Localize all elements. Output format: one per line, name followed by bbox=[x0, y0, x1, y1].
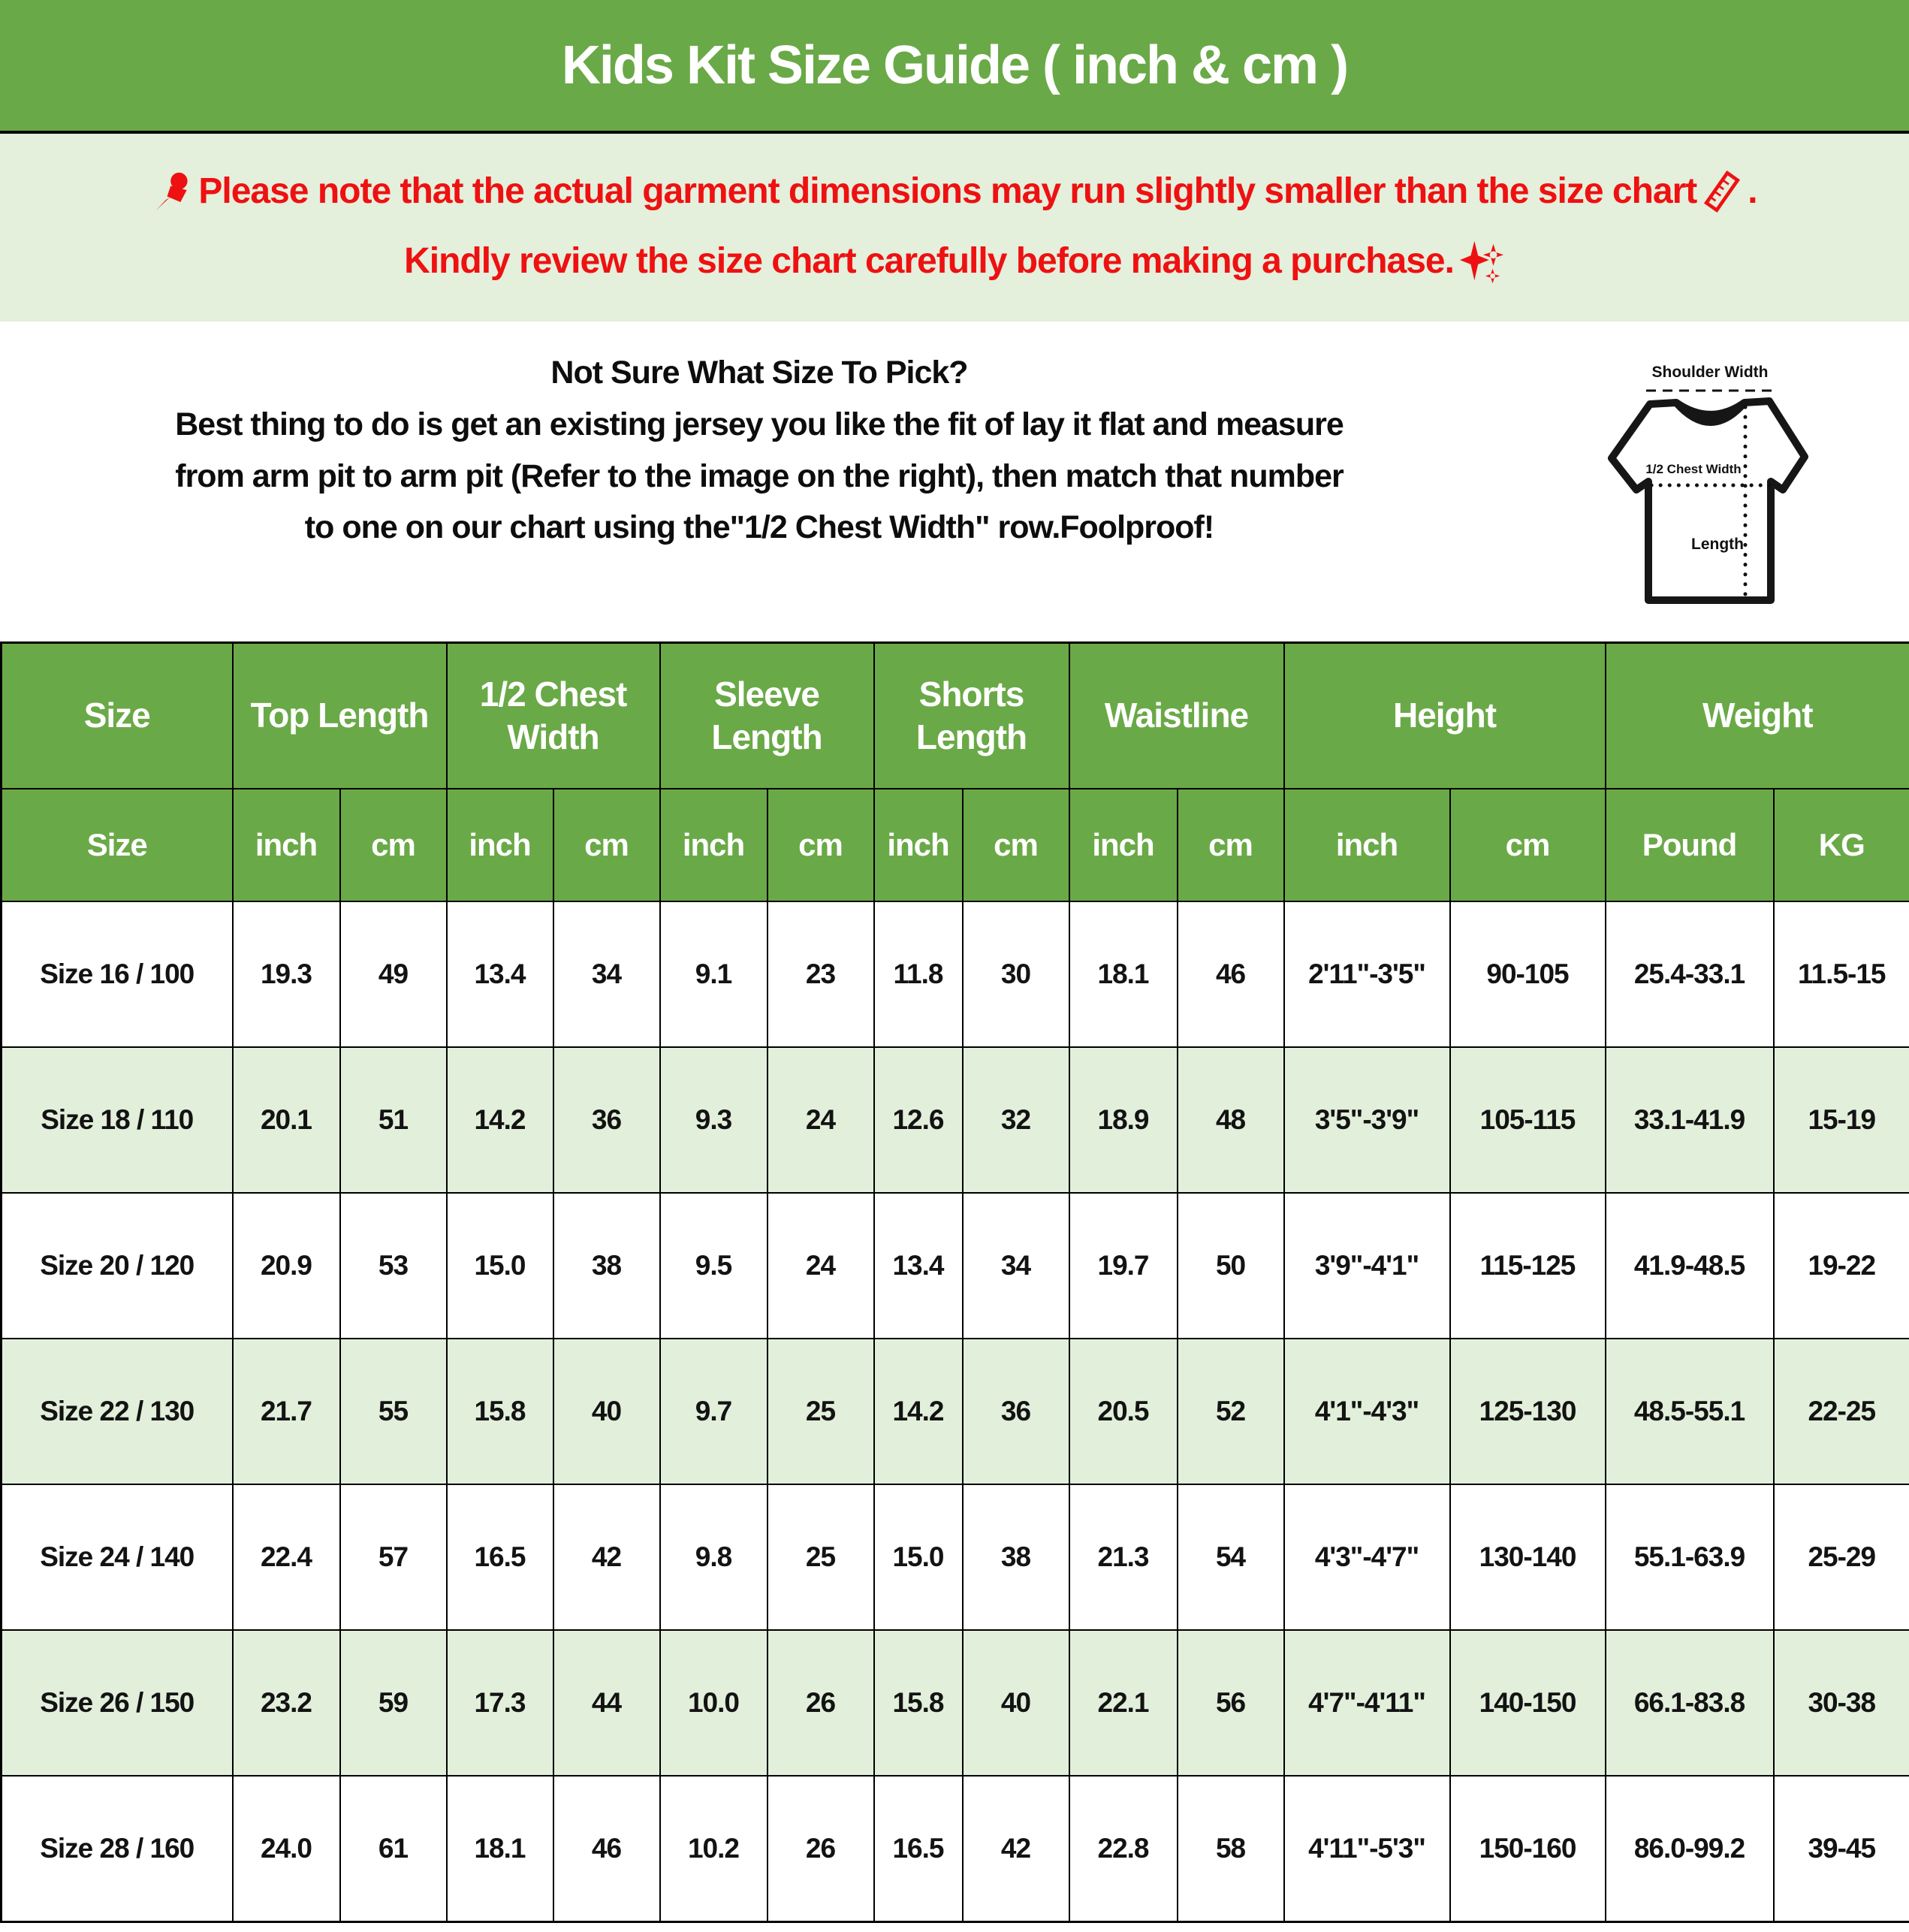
table-cell: 13.4 bbox=[447, 901, 553, 1047]
note-text-2: Kindly review the size chart carefully before making a purchase. bbox=[404, 241, 1454, 281]
table-cell: 26 bbox=[768, 1630, 874, 1776]
table-cell: 19.7 bbox=[1069, 1193, 1178, 1339]
table-cell: 30-38 bbox=[1774, 1630, 1909, 1776]
table-cell: 22.8 bbox=[1069, 1776, 1178, 1922]
header-group-row bbox=[2, 643, 1909, 789]
table-cell: 56 bbox=[1178, 1630, 1284, 1776]
table-cell: 22.1 bbox=[1069, 1630, 1178, 1776]
instructions-line-2: from arm pit to arm pit (Refer to the image on the right), then match that number bbox=[175, 457, 1344, 494]
subheader: KG bbox=[1774, 789, 1909, 901]
table-row-size-20-120 bbox=[2, 1193, 1909, 1339]
note-line-2 bbox=[404, 238, 1505, 285]
table-cell: 23.2 bbox=[233, 1630, 340, 1776]
table-cell: 24 bbox=[768, 1193, 874, 1339]
shoulder-width-label: Shoulder Width bbox=[1651, 364, 1769, 381]
table-cell: 11.8 bbox=[874, 901, 963, 1047]
col-group-size: Size bbox=[2, 643, 233, 789]
table-cell: 2'11"-3'5" bbox=[1284, 901, 1450, 1047]
table-row-size-22-130 bbox=[2, 1339, 1909, 1484]
table-cell: 40 bbox=[553, 1339, 660, 1484]
subheader: cm bbox=[768, 789, 874, 901]
table-cell: 46 bbox=[1178, 901, 1284, 1047]
tshirt-diagram-image bbox=[1537, 335, 1890, 635]
subheader: inch bbox=[447, 789, 553, 901]
subheader: cm bbox=[340, 789, 447, 901]
table-cell: 30 bbox=[963, 901, 1069, 1047]
table-cell: 9.7 bbox=[660, 1339, 768, 1484]
table-cell: 42 bbox=[963, 1776, 1069, 1922]
page-title: Kids Kit Size Guide ( inch & cm ) bbox=[561, 35, 1348, 95]
subheader: inch bbox=[660, 789, 768, 901]
table-cell: 46 bbox=[553, 1776, 660, 1922]
note-text-1: Please note that the actual garment dimensions may run slightly smaller than the size chart bbox=[198, 171, 1697, 211]
table-cell: 25 bbox=[768, 1339, 874, 1484]
table-cell: 55.1-63.9 bbox=[1606, 1484, 1774, 1630]
table-cell: 19.3 bbox=[233, 901, 340, 1047]
table-cell: 9.5 bbox=[660, 1193, 768, 1339]
table-cell: 48.5-55.1 bbox=[1606, 1339, 1774, 1484]
table-cell: 22-25 bbox=[1774, 1339, 1909, 1484]
table-cell: 9.8 bbox=[660, 1484, 768, 1630]
info-section bbox=[0, 321, 1909, 641]
table-cell: 10.2 bbox=[660, 1776, 768, 1922]
table-cell: 34 bbox=[553, 901, 660, 1047]
table-cell: 50 bbox=[1178, 1193, 1284, 1339]
subheader: cm bbox=[1178, 789, 1284, 901]
table-cell: 49 bbox=[340, 901, 447, 1047]
table-cell: 15.8 bbox=[447, 1339, 553, 1484]
table-cell: 115-125 bbox=[1450, 1193, 1606, 1339]
table-cell: 125-130 bbox=[1450, 1339, 1606, 1484]
table-cell: 11.5-15 bbox=[1774, 901, 1909, 1047]
table-cell: Size 26 / 150 bbox=[2, 1630, 233, 1776]
table-cell: 24.0 bbox=[233, 1776, 340, 1922]
pushpin-icon bbox=[152, 171, 194, 213]
table-cell: 13.4 bbox=[874, 1193, 963, 1339]
subheader: inch bbox=[233, 789, 340, 901]
table-cell: 44 bbox=[553, 1630, 660, 1776]
table-cell: 58 bbox=[1178, 1776, 1284, 1922]
table-cell: 59 bbox=[340, 1630, 447, 1776]
table-cell: 22.4 bbox=[233, 1484, 340, 1630]
table-cell: 20.1 bbox=[233, 1047, 340, 1193]
table-cell: 10.0 bbox=[660, 1630, 768, 1776]
header-unit-row bbox=[2, 789, 1909, 901]
subheader: Size bbox=[2, 789, 233, 901]
length-label: Length bbox=[1691, 536, 1744, 553]
table-cell: 9.3 bbox=[660, 1047, 768, 1193]
table-cell: 52 bbox=[1178, 1339, 1284, 1484]
table-cell: 16.5 bbox=[874, 1776, 963, 1922]
table-cell: 3'5"-3'9" bbox=[1284, 1047, 1450, 1193]
table-cell: Size 16 / 100 bbox=[2, 901, 233, 1047]
table-cell: 25-29 bbox=[1774, 1484, 1909, 1630]
col-group-waistline: Waistline bbox=[1069, 643, 1284, 789]
table-cell: 19-22 bbox=[1774, 1193, 1909, 1339]
col-group-chest-width: 1/2 Chest Width bbox=[447, 643, 660, 789]
size-chart-table bbox=[0, 641, 1909, 1923]
table-cell: Size 28 / 160 bbox=[2, 1776, 233, 1922]
table-cell: 3'9"-4'1" bbox=[1284, 1193, 1450, 1339]
table-cell: 18.1 bbox=[1069, 901, 1178, 1047]
table-cell: 130-140 bbox=[1450, 1484, 1606, 1630]
table-cell: 36 bbox=[553, 1047, 660, 1193]
table-cell: 12.6 bbox=[874, 1047, 963, 1193]
instructions-line-1: Best thing to do is get an existing jersey you like the fit of lay it flat and measure bbox=[175, 406, 1344, 442]
table-cell: 25 bbox=[768, 1484, 874, 1630]
table-cell: 42 bbox=[553, 1484, 660, 1630]
subheader: cm bbox=[963, 789, 1069, 901]
table-cell: 53 bbox=[340, 1193, 447, 1339]
table-cell: 55 bbox=[340, 1339, 447, 1484]
table-cell: 4'7"-4'11" bbox=[1284, 1630, 1450, 1776]
table-cell: 20.5 bbox=[1069, 1339, 1178, 1484]
instructions-heading: Not Sure What Size To Pick? bbox=[550, 355, 968, 391]
table-cell: 38 bbox=[553, 1193, 660, 1339]
ruler-icon bbox=[1701, 171, 1743, 213]
table-cell: Size 22 / 130 bbox=[2, 1339, 233, 1484]
table-cell: 86.0-99.2 bbox=[1606, 1776, 1774, 1922]
table-row-size-18-110 bbox=[2, 1047, 1909, 1193]
table-cell: 14.2 bbox=[447, 1047, 553, 1193]
table-cell: 4'3"-4'7" bbox=[1284, 1484, 1450, 1630]
table-row-size-26-150 bbox=[2, 1630, 1909, 1776]
table-cell: 15.0 bbox=[874, 1484, 963, 1630]
table-cell: 54 bbox=[1178, 1484, 1284, 1630]
table-cell: 21.3 bbox=[1069, 1484, 1178, 1630]
title-bar bbox=[0, 0, 1909, 134]
col-group-shorts-length: Shorts Length bbox=[874, 643, 1069, 789]
table-cell: 32 bbox=[963, 1047, 1069, 1193]
table-cell: 14.2 bbox=[874, 1339, 963, 1484]
table-cell: 34 bbox=[963, 1193, 1069, 1339]
instructions-line-3: to one on our chart using the"1/2 Chest Width" row.Foolproof! bbox=[304, 509, 1214, 546]
table-cell: 26 bbox=[768, 1776, 874, 1922]
table-cell: 15.0 bbox=[447, 1193, 553, 1339]
table-cell: 51 bbox=[340, 1047, 447, 1193]
col-group-sleeve-length: Sleeve Length bbox=[660, 643, 874, 789]
table-cell: Size 20 / 120 bbox=[2, 1193, 233, 1339]
table-cell: 38 bbox=[963, 1484, 1069, 1630]
subheader: inch bbox=[1284, 789, 1450, 901]
table-cell: Size 24 / 140 bbox=[2, 1484, 233, 1630]
table-cell: 150-160 bbox=[1450, 1776, 1606, 1922]
note-section bbox=[0, 134, 1909, 321]
col-group-weight: Weight bbox=[1606, 643, 1909, 789]
table-cell: 16.5 bbox=[447, 1484, 553, 1630]
subheader: cm bbox=[553, 789, 660, 901]
table-cell: 20.9 bbox=[233, 1193, 340, 1339]
subheader: Pound bbox=[1606, 789, 1774, 901]
instructions bbox=[0, 321, 1518, 641]
table-cell: 21.7 bbox=[233, 1339, 340, 1484]
table-cell: 24 bbox=[768, 1047, 874, 1193]
note-period: . bbox=[1748, 171, 1757, 211]
table-cell: 105-115 bbox=[1450, 1047, 1606, 1193]
col-group-height: Height bbox=[1284, 643, 1606, 789]
table-cell: 36 bbox=[963, 1339, 1069, 1484]
table-cell: 40 bbox=[963, 1630, 1069, 1776]
table-cell: 140-150 bbox=[1450, 1630, 1606, 1776]
table-cell: 66.1-83.8 bbox=[1606, 1630, 1774, 1776]
table-cell: 33.1-41.9 bbox=[1606, 1047, 1774, 1193]
table-cell: 48 bbox=[1178, 1047, 1284, 1193]
table-cell: 18.9 bbox=[1069, 1047, 1178, 1193]
table-cell: 17.3 bbox=[447, 1630, 553, 1776]
table-cell: 39-45 bbox=[1774, 1776, 1909, 1922]
table-cell: 15.8 bbox=[874, 1630, 963, 1776]
table-cell: 4'1"-4'3" bbox=[1284, 1339, 1450, 1484]
table-cell: 57 bbox=[340, 1484, 447, 1630]
table-row-size-28-160 bbox=[2, 1776, 1909, 1922]
table-cell: 9.1 bbox=[660, 901, 768, 1047]
note-line-1 bbox=[152, 171, 1757, 213]
subheader: inch bbox=[1069, 789, 1178, 901]
table-cell: 23 bbox=[768, 901, 874, 1047]
table-cell: Size 18 / 110 bbox=[2, 1047, 233, 1193]
subheader: cm bbox=[1450, 789, 1606, 901]
table-cell: 4'11"-5'3" bbox=[1284, 1776, 1450, 1922]
table-cell: 90-105 bbox=[1450, 901, 1606, 1047]
table-cell: 18.1 bbox=[447, 1776, 553, 1922]
col-group-top-length: Top Length bbox=[233, 643, 447, 789]
subheader: inch bbox=[874, 789, 963, 901]
table-row-size-24-140 bbox=[2, 1484, 1909, 1630]
table-cell: 25.4-33.1 bbox=[1606, 901, 1774, 1047]
chest-width-label: 1/2 Chest Width bbox=[1645, 462, 1742, 476]
table-cell: 15-19 bbox=[1774, 1047, 1909, 1193]
table-row-size-16-100 bbox=[2, 901, 1909, 1047]
table-cell: 41.9-48.5 bbox=[1606, 1193, 1774, 1339]
sparkles-icon bbox=[1458, 238, 1505, 285]
table-cell: 61 bbox=[340, 1776, 447, 1922]
shirt-measurement-diagram bbox=[1518, 321, 1909, 641]
